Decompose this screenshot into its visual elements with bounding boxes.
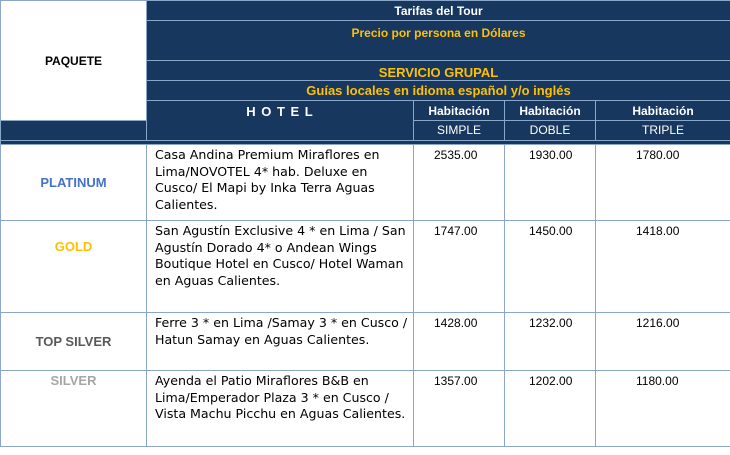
price-subtitle: Precio por persona en Dólares bbox=[147, 21, 730, 61]
table-row bbox=[1, 221, 730, 313]
hotel-description: Ayenda el Patio Miraflores B&B en Lima/Emperador Plaza 3 * en Cusco / Vista Machu Picchu en Aguas Calientes. bbox=[147, 371, 414, 447]
hotel-description: Casa Andina Premium Miraflores en Lima/NOVOTEL 4* hab. Deluxe en Cusco/ El Mapi by Inka Terra Aguas Calientes. bbox=[147, 145, 414, 221]
price-doble: 1450.00 bbox=[505, 221, 596, 313]
tier-silver: SILVER bbox=[1, 371, 147, 447]
price-simple: 1747.00 bbox=[414, 221, 505, 313]
price-simple: 1357.00 bbox=[414, 371, 505, 447]
col-doble-label: Habitación bbox=[505, 101, 596, 121]
price-triple: 1780.00 bbox=[596, 145, 730, 221]
col-doble-sub: DOBLE bbox=[505, 121, 596, 141]
col-simple-label: Habitación bbox=[414, 101, 505, 121]
table-row bbox=[1, 371, 730, 447]
price-triple: 1180.00 bbox=[596, 371, 730, 447]
table-row bbox=[1, 313, 730, 371]
table-title: Tarifas del Tour bbox=[147, 1, 730, 21]
hotel-description: Ferre 3 * en Lima /Samay 3 * en Cusco / Hatun Samay en Aguas Calientes. bbox=[147, 313, 414, 371]
table-row bbox=[1, 145, 730, 221]
price-simple: 2535.00 bbox=[414, 145, 505, 221]
col-triple-label: Habitación bbox=[596, 101, 730, 121]
tier-platinum: PLATINUM bbox=[1, 145, 147, 221]
tier-gold: GOLD bbox=[1, 221, 147, 313]
paquete-header: PAQUETE bbox=[1, 1, 147, 121]
col-simple-sub: SIMPLE bbox=[414, 121, 505, 141]
price-triple: 1216.00 bbox=[596, 313, 730, 371]
guides-language: Guías locales en idioma español y/o inglés bbox=[147, 81, 730, 101]
tier-top-silver: TOP SILVER bbox=[1, 313, 147, 371]
price-triple: 1418.00 bbox=[596, 221, 730, 313]
col-triple-sub: TRIPLE bbox=[596, 121, 730, 141]
service-type: SERVICIO GRUPAL bbox=[147, 61, 730, 81]
hotel-description: San Agustín Exclusive 4 * en Lima / San Agustín Dorado 4* o Andean Wings Boutique Hotel en Cusco/ Hotel Waman en Aguas Calientes. bbox=[147, 221, 414, 313]
hotel-header: H O T E L bbox=[147, 101, 414, 141]
paquete-header-filler bbox=[1, 121, 147, 141]
price-simple: 1428.00 bbox=[414, 313, 505, 371]
price-doble: 1202.00 bbox=[505, 371, 596, 447]
price-doble: 1930.00 bbox=[505, 145, 596, 221]
price-doble: 1232.00 bbox=[505, 313, 596, 371]
